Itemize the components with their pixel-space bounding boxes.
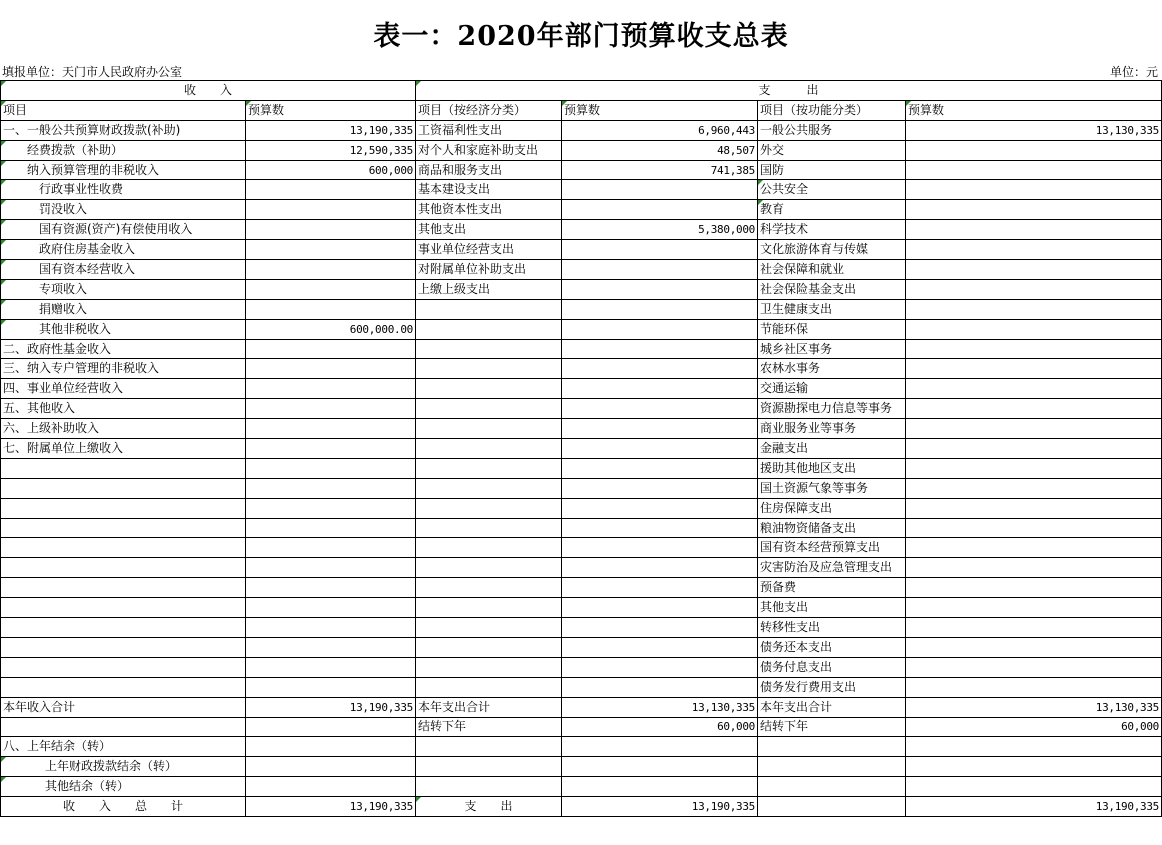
- income-item: 纳入预算管理的非税收入: [1, 160, 246, 180]
- income-budget: [246, 657, 416, 677]
- expense-header: 支 出: [416, 81, 1162, 101]
- expense-econ-item: 商品和服务支出: [416, 160, 562, 180]
- col-budget2-header: 预算数: [562, 100, 758, 120]
- expense-econ-budget: [562, 737, 758, 757]
- expense-econ-budget: [562, 637, 758, 657]
- expense-func-item: 住房保障支出: [758, 498, 906, 518]
- expense-func-budget: [906, 140, 1162, 160]
- expense-func-item: 节能环保: [758, 319, 906, 339]
- income-item: [1, 677, 246, 697]
- expense-econ-item: 基本建设支出: [416, 180, 562, 200]
- income-item: [1, 578, 246, 598]
- expense-econ-item: [416, 677, 562, 697]
- income-item: [1, 478, 246, 498]
- income-budget: [246, 558, 416, 578]
- expense-econ-budget: 6,960,443: [562, 120, 758, 140]
- expense-econ-budget: [562, 458, 758, 478]
- expense-econ-budget: [562, 538, 758, 558]
- expense-econ-item: [416, 737, 562, 757]
- table-row: [1, 558, 1162, 578]
- expense-func-item: 其他支出: [758, 598, 906, 618]
- table-row: [1, 160, 1162, 180]
- income-budget: 600,000: [246, 160, 416, 180]
- expense-econ-item: [416, 598, 562, 618]
- table-row: [1, 220, 1162, 240]
- table-row: [1, 339, 1162, 359]
- expense-econ-item: [416, 498, 562, 518]
- income-budget: [246, 478, 416, 498]
- expense-econ-budget: [562, 757, 758, 777]
- table-row: [1, 478, 1162, 498]
- expense-func-item: 商业服务业等事务: [758, 419, 906, 439]
- expense-econ-item: [416, 657, 562, 677]
- table-row: [1, 717, 1162, 737]
- expense-econ-item: [416, 618, 562, 638]
- expense-func-item: 公共安全: [758, 180, 906, 200]
- table-row: [1, 518, 1162, 538]
- income-budget: [246, 777, 416, 797]
- expense-func-item: [758, 777, 906, 797]
- expense-econ-item: [416, 339, 562, 359]
- income-item: 五、其他收入: [1, 399, 246, 419]
- income-budget: 12,590,335: [246, 140, 416, 160]
- table-row: [1, 319, 1162, 339]
- expense-econ-budget: [562, 180, 758, 200]
- expense-func-item: 粮油物资储备支出: [758, 518, 906, 538]
- income-item: 行政事业性收费: [1, 180, 246, 200]
- table-row: [1, 757, 1162, 777]
- expense-econ-budget: [562, 518, 758, 538]
- expense-econ-budget: [562, 478, 758, 498]
- expense-func-item: 灾害防治及应急管理支出: [758, 558, 906, 578]
- table-row: [1, 498, 1162, 518]
- expense-econ-item: [416, 558, 562, 578]
- income-budget: 13,190,335: [246, 120, 416, 140]
- expense-func-budget: [906, 419, 1162, 439]
- income-item: [1, 618, 246, 638]
- income-item: [1, 538, 246, 558]
- expense-func-budget: 13,130,335: [906, 697, 1162, 717]
- table-row: [1, 140, 1162, 160]
- table-row: [1, 598, 1162, 618]
- income-budget: 600,000.00: [246, 319, 416, 339]
- expense-econ-budget: 741,385: [562, 160, 758, 180]
- expense-econ-item: [416, 458, 562, 478]
- income-item: 七、附属单位上缴收入: [1, 439, 246, 459]
- income-budget: [246, 637, 416, 657]
- table-row: [1, 578, 1162, 598]
- expense-econ-item: 支 出: [416, 797, 562, 817]
- expense-func-item: 援助其他地区支出: [758, 458, 906, 478]
- table-row: [1, 180, 1162, 200]
- expense-func-budget: [906, 399, 1162, 419]
- expense-econ-item: [416, 538, 562, 558]
- expense-func-budget: [906, 578, 1162, 598]
- expense-func-budget: [906, 478, 1162, 498]
- expense-func-budget: [906, 637, 1162, 657]
- expense-econ-budget: [562, 558, 758, 578]
- expense-func-budget: 13,130,335: [906, 120, 1162, 140]
- expense-func-item: [758, 797, 906, 817]
- expense-func-budget: [906, 538, 1162, 558]
- income-budget: [246, 180, 416, 200]
- expense-econ-item: [416, 399, 562, 419]
- expense-func-item: 城乡社区事务: [758, 339, 906, 359]
- col-budget3-header: 预算数: [906, 100, 1162, 120]
- expense-func-item: 债务发行费用支出: [758, 677, 906, 697]
- expense-func-item: 国土资源气象等事务: [758, 478, 906, 498]
- expense-econ-item: [416, 637, 562, 657]
- col-func-header: 项目（按功能分类）: [758, 100, 906, 120]
- filler-unit: 填报单位：天门市人民政府办公室: [2, 65, 183, 79]
- expense-func-item: 债务还本支出: [758, 637, 906, 657]
- income-budget: [246, 359, 416, 379]
- income-budget: [246, 279, 416, 299]
- expense-econ-item: [416, 478, 562, 498]
- expense-func-budget: [906, 160, 1162, 180]
- expense-econ-item: [416, 299, 562, 319]
- expense-func-item: 资源勘探电力信息等事务: [758, 399, 906, 419]
- income-item: 二、政府性基金收入: [1, 339, 246, 359]
- table-row: [1, 657, 1162, 677]
- income-budget: [246, 518, 416, 538]
- table-row: [1, 797, 1162, 817]
- expense-econ-budget: [562, 359, 758, 379]
- col-budget-header: 预算数: [246, 100, 416, 120]
- income-item: 收 入 总 计: [1, 797, 246, 817]
- income-item: [1, 598, 246, 618]
- income-item: 其他非税收入: [1, 319, 246, 339]
- expense-econ-budget: [562, 578, 758, 598]
- income-item: [1, 518, 246, 538]
- income-budget: [246, 458, 416, 478]
- expense-func-budget: [906, 439, 1162, 459]
- expense-econ-budget: [562, 657, 758, 677]
- expense-func-item: 教育: [758, 200, 906, 220]
- table-row: [1, 379, 1162, 399]
- income-budget: [246, 717, 416, 737]
- income-item: [1, 717, 246, 737]
- income-item: 罚没收入: [1, 200, 246, 220]
- currency-unit: 单位：元: [1109, 65, 1158, 79]
- table-row: [1, 260, 1162, 280]
- income-item: 政府住房基金收入: [1, 240, 246, 260]
- expense-func-item: 预备费: [758, 578, 906, 598]
- expense-econ-item: [416, 319, 562, 339]
- expense-econ-budget: [562, 279, 758, 299]
- table-row: [1, 677, 1162, 697]
- expense-econ-item: 上缴上级支出: [416, 279, 562, 299]
- income-budget: 13,190,335: [246, 797, 416, 817]
- expense-func-budget: [906, 757, 1162, 777]
- income-item: 其他结余（转）: [1, 777, 246, 797]
- expense-econ-budget: [562, 498, 758, 518]
- expense-econ-budget: [562, 439, 758, 459]
- income-item: 本年收入合计: [1, 697, 246, 717]
- income-item: 国有资本经营收入: [1, 260, 246, 280]
- table-row: [1, 697, 1162, 717]
- expense-func-item: 外交: [758, 140, 906, 160]
- table-row: [1, 399, 1162, 419]
- expense-econ-budget: [562, 677, 758, 697]
- expense-func-item: 交通运输: [758, 379, 906, 399]
- expense-econ-item: [416, 518, 562, 538]
- expense-func-item: 农林水事务: [758, 359, 906, 379]
- expense-func-item: 社会保障和就业: [758, 260, 906, 280]
- income-item: [1, 657, 246, 677]
- expense-econ-item: [416, 359, 562, 379]
- expense-func-budget: [906, 657, 1162, 677]
- expense-func-budget: 13,190,335: [906, 797, 1162, 817]
- income-item: [1, 458, 246, 478]
- income-budget: [246, 200, 416, 220]
- expense-econ-item: 对个人和家庭补助支出: [416, 140, 562, 160]
- table-row: [1, 538, 1162, 558]
- expense-econ-budget: [562, 240, 758, 260]
- expense-func-item: 债务付息支出: [758, 657, 906, 677]
- income-budget: [246, 538, 416, 558]
- income-item: 上年财政拨款结余（转）: [1, 757, 246, 777]
- income-item: 一、一般公共预算财政拨款(补助): [1, 120, 246, 140]
- income-item: 经费拨款（补助）: [1, 140, 246, 160]
- expense-econ-item: 对附属单位补助支出: [416, 260, 562, 280]
- expense-func-budget: [906, 777, 1162, 797]
- income-header: 收 入: [1, 81, 416, 101]
- expense-func-item: 转移性支出: [758, 618, 906, 638]
- expense-func-item: 卫生健康支出: [758, 299, 906, 319]
- expense-func-item: [758, 757, 906, 777]
- expense-func-budget: [906, 677, 1162, 697]
- expense-econ-item: [416, 379, 562, 399]
- expense-func-budget: [906, 220, 1162, 240]
- table-row: [1, 279, 1162, 299]
- expense-econ-budget: [562, 598, 758, 618]
- income-budget: [246, 419, 416, 439]
- income-budget: [246, 578, 416, 598]
- expense-func-budget: [906, 558, 1162, 578]
- income-budget: [246, 439, 416, 459]
- income-budget: [246, 240, 416, 260]
- expense-func-item: 文化旅游体育与传媒: [758, 240, 906, 260]
- income-budget: [246, 260, 416, 280]
- expense-func-item: 本年支出合计: [758, 697, 906, 717]
- table-row: [1, 737, 1162, 757]
- expense-func-item: 社会保险基金支出: [758, 279, 906, 299]
- expense-func-budget: [906, 737, 1162, 757]
- col-item-header: 项目: [1, 100, 246, 120]
- expense-econ-item: [416, 777, 562, 797]
- expense-func-item: 科学技术: [758, 220, 906, 240]
- income-item: 六、上级补助收入: [1, 419, 246, 439]
- expense-econ-budget: [562, 379, 758, 399]
- expense-func-budget: [906, 379, 1162, 399]
- table-row: [1, 637, 1162, 657]
- expense-econ-budget: 48,507: [562, 140, 758, 160]
- income-budget: [246, 379, 416, 399]
- expense-func-budget: [906, 260, 1162, 280]
- expense-func-budget: [906, 279, 1162, 299]
- expense-func-budget: [906, 240, 1162, 260]
- expense-econ-item: 事业单位经营支出: [416, 240, 562, 260]
- table-row: [1, 200, 1162, 220]
- expense-func-item: 金融支出: [758, 439, 906, 459]
- table-row: [1, 618, 1162, 638]
- table-row: [1, 359, 1162, 379]
- income-budget: [246, 399, 416, 419]
- table-row: [1, 240, 1162, 260]
- expense-func-budget: [906, 299, 1162, 319]
- expense-econ-budget: [562, 777, 758, 797]
- income-budget: [246, 339, 416, 359]
- income-budget: [246, 757, 416, 777]
- income-budget: [246, 598, 416, 618]
- income-item: [1, 498, 246, 518]
- table-row: [1, 299, 1162, 319]
- expense-econ-budget: 60,000: [562, 717, 758, 737]
- expense-func-budget: [906, 339, 1162, 359]
- expense-econ-budget: 13,130,335: [562, 697, 758, 717]
- income-item: 八、上年结余（转）: [1, 737, 246, 757]
- expense-econ-budget: [562, 339, 758, 359]
- expense-econ-budget: [562, 399, 758, 419]
- expense-econ-item: 其他支出: [416, 220, 562, 240]
- expense-func-item: 结转下年: [758, 717, 906, 737]
- expense-func-item: [758, 737, 906, 757]
- expense-econ-item: [416, 439, 562, 459]
- table-row: [1, 439, 1162, 459]
- income-budget: 13,190,335: [246, 697, 416, 717]
- income-budget: [246, 220, 416, 240]
- expense-func-item: 国有资本经营预算支出: [758, 538, 906, 558]
- expense-func-budget: [906, 180, 1162, 200]
- income-item: [1, 637, 246, 657]
- page-title: 表一：2020年部门预算收支总表: [373, 21, 789, 52]
- expense-econ-item: [416, 419, 562, 439]
- expense-func-budget: [906, 618, 1162, 638]
- income-budget: [246, 299, 416, 319]
- income-item: 国有资源(资产)有偿使用收入: [1, 220, 246, 240]
- expense-func-budget: [906, 359, 1162, 379]
- income-budget: [246, 498, 416, 518]
- expense-func-budget: [906, 458, 1162, 478]
- expense-func-item: 国防: [758, 160, 906, 180]
- expense-econ-item: 工资福利性支出: [416, 120, 562, 140]
- expense-econ-budget: [562, 319, 758, 339]
- expense-econ-budget: [562, 200, 758, 220]
- budget-table: [0, 80, 1162, 817]
- col-econ-header: 项目（按经济分类）: [416, 100, 562, 120]
- expense-func-budget: [906, 319, 1162, 339]
- expense-func-budget: [906, 498, 1162, 518]
- expense-econ-budget: [562, 618, 758, 638]
- expense-econ-item: 结转下年: [416, 717, 562, 737]
- table-row: [1, 120, 1162, 140]
- expense-econ-budget: [562, 260, 758, 280]
- income-budget: [246, 618, 416, 638]
- expense-econ-budget: [562, 299, 758, 319]
- table-row: [1, 419, 1162, 439]
- expense-func-budget: 60,000: [906, 717, 1162, 737]
- income-budget: [246, 737, 416, 757]
- expense-func-item: 一般公共服务: [758, 120, 906, 140]
- income-item: [1, 558, 246, 578]
- expense-econ-item: 其他资本性支出: [416, 200, 562, 220]
- expense-econ-budget: 5,380,000: [562, 220, 758, 240]
- income-budget: [246, 677, 416, 697]
- income-item: 三、纳入专户管理的非税收入: [1, 359, 246, 379]
- expense-func-budget: [906, 518, 1162, 538]
- income-item: 捐赠收入: [1, 299, 246, 319]
- table-row: [1, 777, 1162, 797]
- income-item: 专项收入: [1, 279, 246, 299]
- expense-econ-item: 本年支出合计: [416, 697, 562, 717]
- expense-econ-item: [416, 578, 562, 598]
- expense-econ-budget: [562, 419, 758, 439]
- expense-econ-item: [416, 757, 562, 777]
- table-row: [1, 458, 1162, 478]
- expense-func-budget: [906, 200, 1162, 220]
- expense-func-budget: [906, 598, 1162, 618]
- expense-econ-budget: 13,190,335: [562, 797, 758, 817]
- income-item: 四、事业单位经营收入: [1, 379, 246, 399]
